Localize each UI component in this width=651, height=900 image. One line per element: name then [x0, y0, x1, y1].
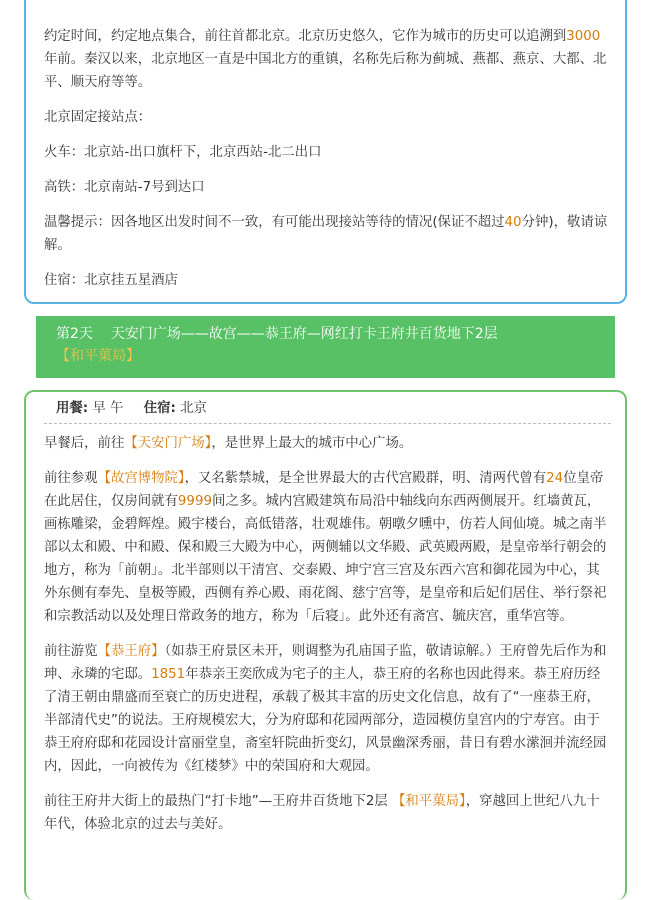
paragraph: 前往参观【故宫博物院】，又名紫禁城，是全世界最大的古代宫殿群，明、清两代曾有24位皇帝在此居住，仅房间就有9999间之多。城内宫殿建筑布局沿中轴线向东西两侧展开。红墙黄瓦，画栋雕梁，金碧辉煌。殿宇楼台，高低错落，壮观雄伟。朝暾夕曛中，仿若人间仙境。城之南半部以太和殿、中和殿、保和殿三大殿为中心，两侧辅以文华殿、武英殿两殿，是皇帝举行朝会的地方，称为「前朝」。北半部则以干清宫、交泰殿、坤宁宫三宫及东西六宫和御花园为中心，其外东侧有奉先、皇极等殿，西侧有养心殿、雨花阁、慈宁宫等，是皇帝和后妃们居住、举行祭祀和宗教活动以及处理日常政务的地方，称为「后寝」。此外还有斋宫、毓庆宫，重华宫等。: [44, 471, 607, 624]
day2-card: [24, 390, 627, 900]
paragraph: 早餐后，前往【天安门广场】，是世界上最大的城市中心广场。: [44, 436, 413, 451]
highlight-text: 【故宫博物院】: [97, 471, 185, 486]
highlight-text: 【恭王府】: [97, 644, 165, 659]
number-text: 9999: [177, 494, 212, 509]
paragraph: 北京固定接站点：: [44, 110, 152, 125]
number-text: 3000: [566, 29, 601, 44]
highlight-text: 【和平菓局】: [392, 794, 466, 809]
paragraph: 约定时间，约定地点集合，前往首都北京。北京历史悠久，它作为城市的历史可以追溯到3000年前。秦汉以来，北京地区一直是中国北方的重镇，名称先后称为蓟城、燕都、燕京、大都、北平、顺天府等等。: [44, 29, 607, 90]
day1-card: [24, 0, 627, 304]
meal-value: 早 午: [92, 401, 124, 416]
day1-body: [44, 25, 609, 292]
paragraph: 前往王府井大街上的最热门“打卡地”—王府井百货地下2层 【和平菓局】，穿越回上世纪八九十年代，体验北京的过去与美好。: [44, 794, 600, 832]
day2-banner: [36, 316, 615, 378]
stay-value: 北京: [180, 401, 207, 416]
day-route-title: 天安门广场——故宫——恭王府—网红打卡王府井百货地下2层: [110, 326, 498, 342]
day-number: 第2天: [56, 326, 93, 342]
day2-body: [44, 432, 611, 836]
paragraph: 高铁：北京南站-7号到达口: [44, 180, 205, 195]
number-text: 24: [546, 471, 564, 486]
meal-stay-row: [44, 399, 611, 424]
meal-label: 用餐:: [56, 401, 89, 416]
paragraph: 温馨提示：因各地区出发时间不一致，有可能出现接站等待的情况(保证不超过40分钟)，敬请谅解。: [44, 215, 608, 253]
paragraph: 住宿：北京挂五星酒店: [44, 273, 178, 288]
paragraph: 前往游览【恭王府】（如恭王府景区未开，则调整为孔庙国子监，敬请谅解。）王府曾先后作为和珅、永璘的宅邸。1851年恭亲王奕欣成为宅子的主人，恭王府的名称也因此得来。恭王府历经了清王朝由鼎盛而至衰亡的历史进程，承载了极其丰富的历史文化信息，故有了“一座恭王府，半部清代史”的说法。王府规模宏大，分为府邸和花园两部分，造园模仿皇宫内的宁寿宫。由于恭王府府邸和花园设计富丽堂皇，斋室轩院曲折变幻，风景幽深秀丽，昔日有碧水潆洄并流经园内，因此，一向被传为《红楼梦》中的荣国府和大观园。: [44, 644, 607, 774]
highlight-text: 【天安门广场】: [124, 436, 212, 451]
day-route-highlight: 【和平菓局】: [56, 348, 140, 364]
stay-label: 住宿:: [143, 401, 176, 416]
number-text: 1851: [151, 667, 186, 682]
paragraph: 火车：北京站-出口旗杆下，北京西站-北二出口: [44, 145, 322, 160]
number-text: 40: [504, 215, 522, 230]
